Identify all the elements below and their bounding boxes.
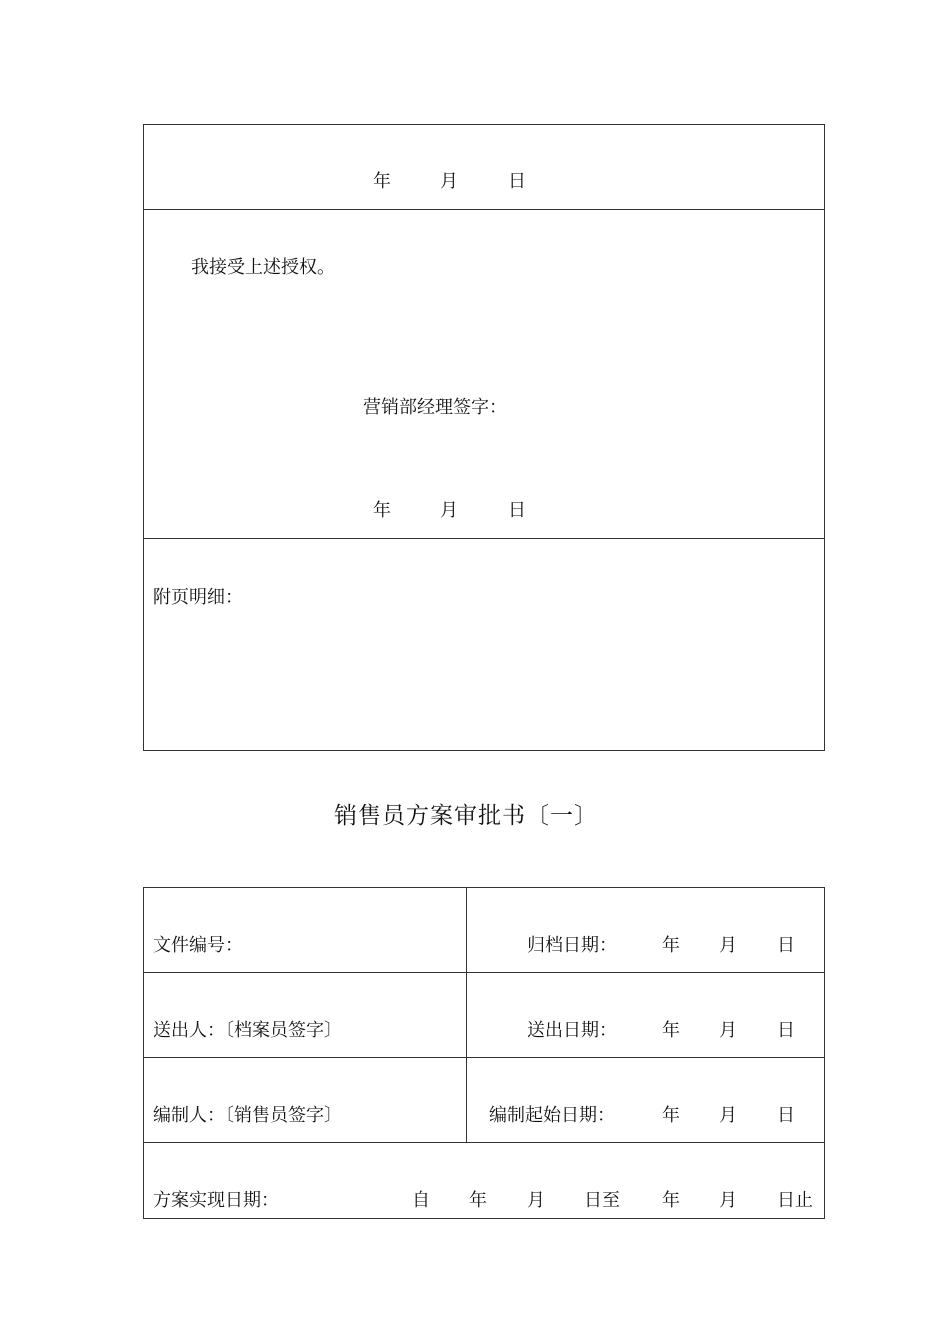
date-year-1: 年 (373, 171, 391, 192)
archive-date-day: 日 (777, 935, 795, 956)
archive-date-label: 归档日期： (527, 935, 617, 956)
date-month-2: 月 (440, 500, 458, 521)
realization-from-year: 年 (469, 1190, 487, 1211)
section-title: 销售员方案审批书〔一〕 (334, 803, 598, 829)
send-date-year: 年 (662, 1020, 680, 1041)
manager-signature-label: 营销部经理签字： (363, 397, 507, 418)
send-date-month: 月 (719, 1020, 737, 1041)
sender-label: 送出人：〔档案员签字〕 (153, 1020, 342, 1041)
date-month-1: 月 (440, 171, 458, 192)
date-day-2: 日 (508, 500, 526, 521)
realization-to-day: 日止 (777, 1190, 813, 1211)
date-year-2: 年 (373, 500, 391, 521)
realization-date-label: 方案实现日期： (153, 1190, 279, 1211)
upper-form-divider-2 (143, 538, 825, 539)
attachment-label: 附页明细： (153, 587, 243, 608)
realization-from-day: 日至 (584, 1190, 620, 1211)
realization-from-month: 月 (527, 1190, 545, 1211)
acceptance-text: 我接受上述授权。 (191, 257, 335, 278)
approval-row-divider-3 (143, 1142, 825, 1143)
realization-to-month: 月 (719, 1190, 737, 1211)
approval-row-divider-1 (143, 972, 825, 973)
send-date-day: 日 (777, 1020, 795, 1041)
realization-from: 自 (412, 1190, 430, 1211)
upper-form-table (143, 124, 825, 751)
prep-start-date-month: 月 (719, 1105, 737, 1126)
approval-column-divider (466, 887, 467, 1143)
approval-row-divider-2 (143, 1057, 825, 1058)
realization-to-year: 年 (662, 1190, 680, 1211)
prep-start-date-day: 日 (777, 1105, 795, 1126)
prep-start-date-label: 编制起始日期： (489, 1105, 615, 1126)
date-day-1: 日 (508, 171, 526, 192)
archive-date-month: 月 (719, 935, 737, 956)
send-date-label: 送出日期： (527, 1020, 617, 1041)
upper-form-divider-1 (143, 209, 825, 210)
prep-start-date-year: 年 (662, 1105, 680, 1126)
preparer-label: 编制人：〔销售员签字〕 (153, 1105, 342, 1126)
doc-number-label: 文件编号： (153, 935, 243, 956)
archive-date-year: 年 (662, 935, 680, 956)
